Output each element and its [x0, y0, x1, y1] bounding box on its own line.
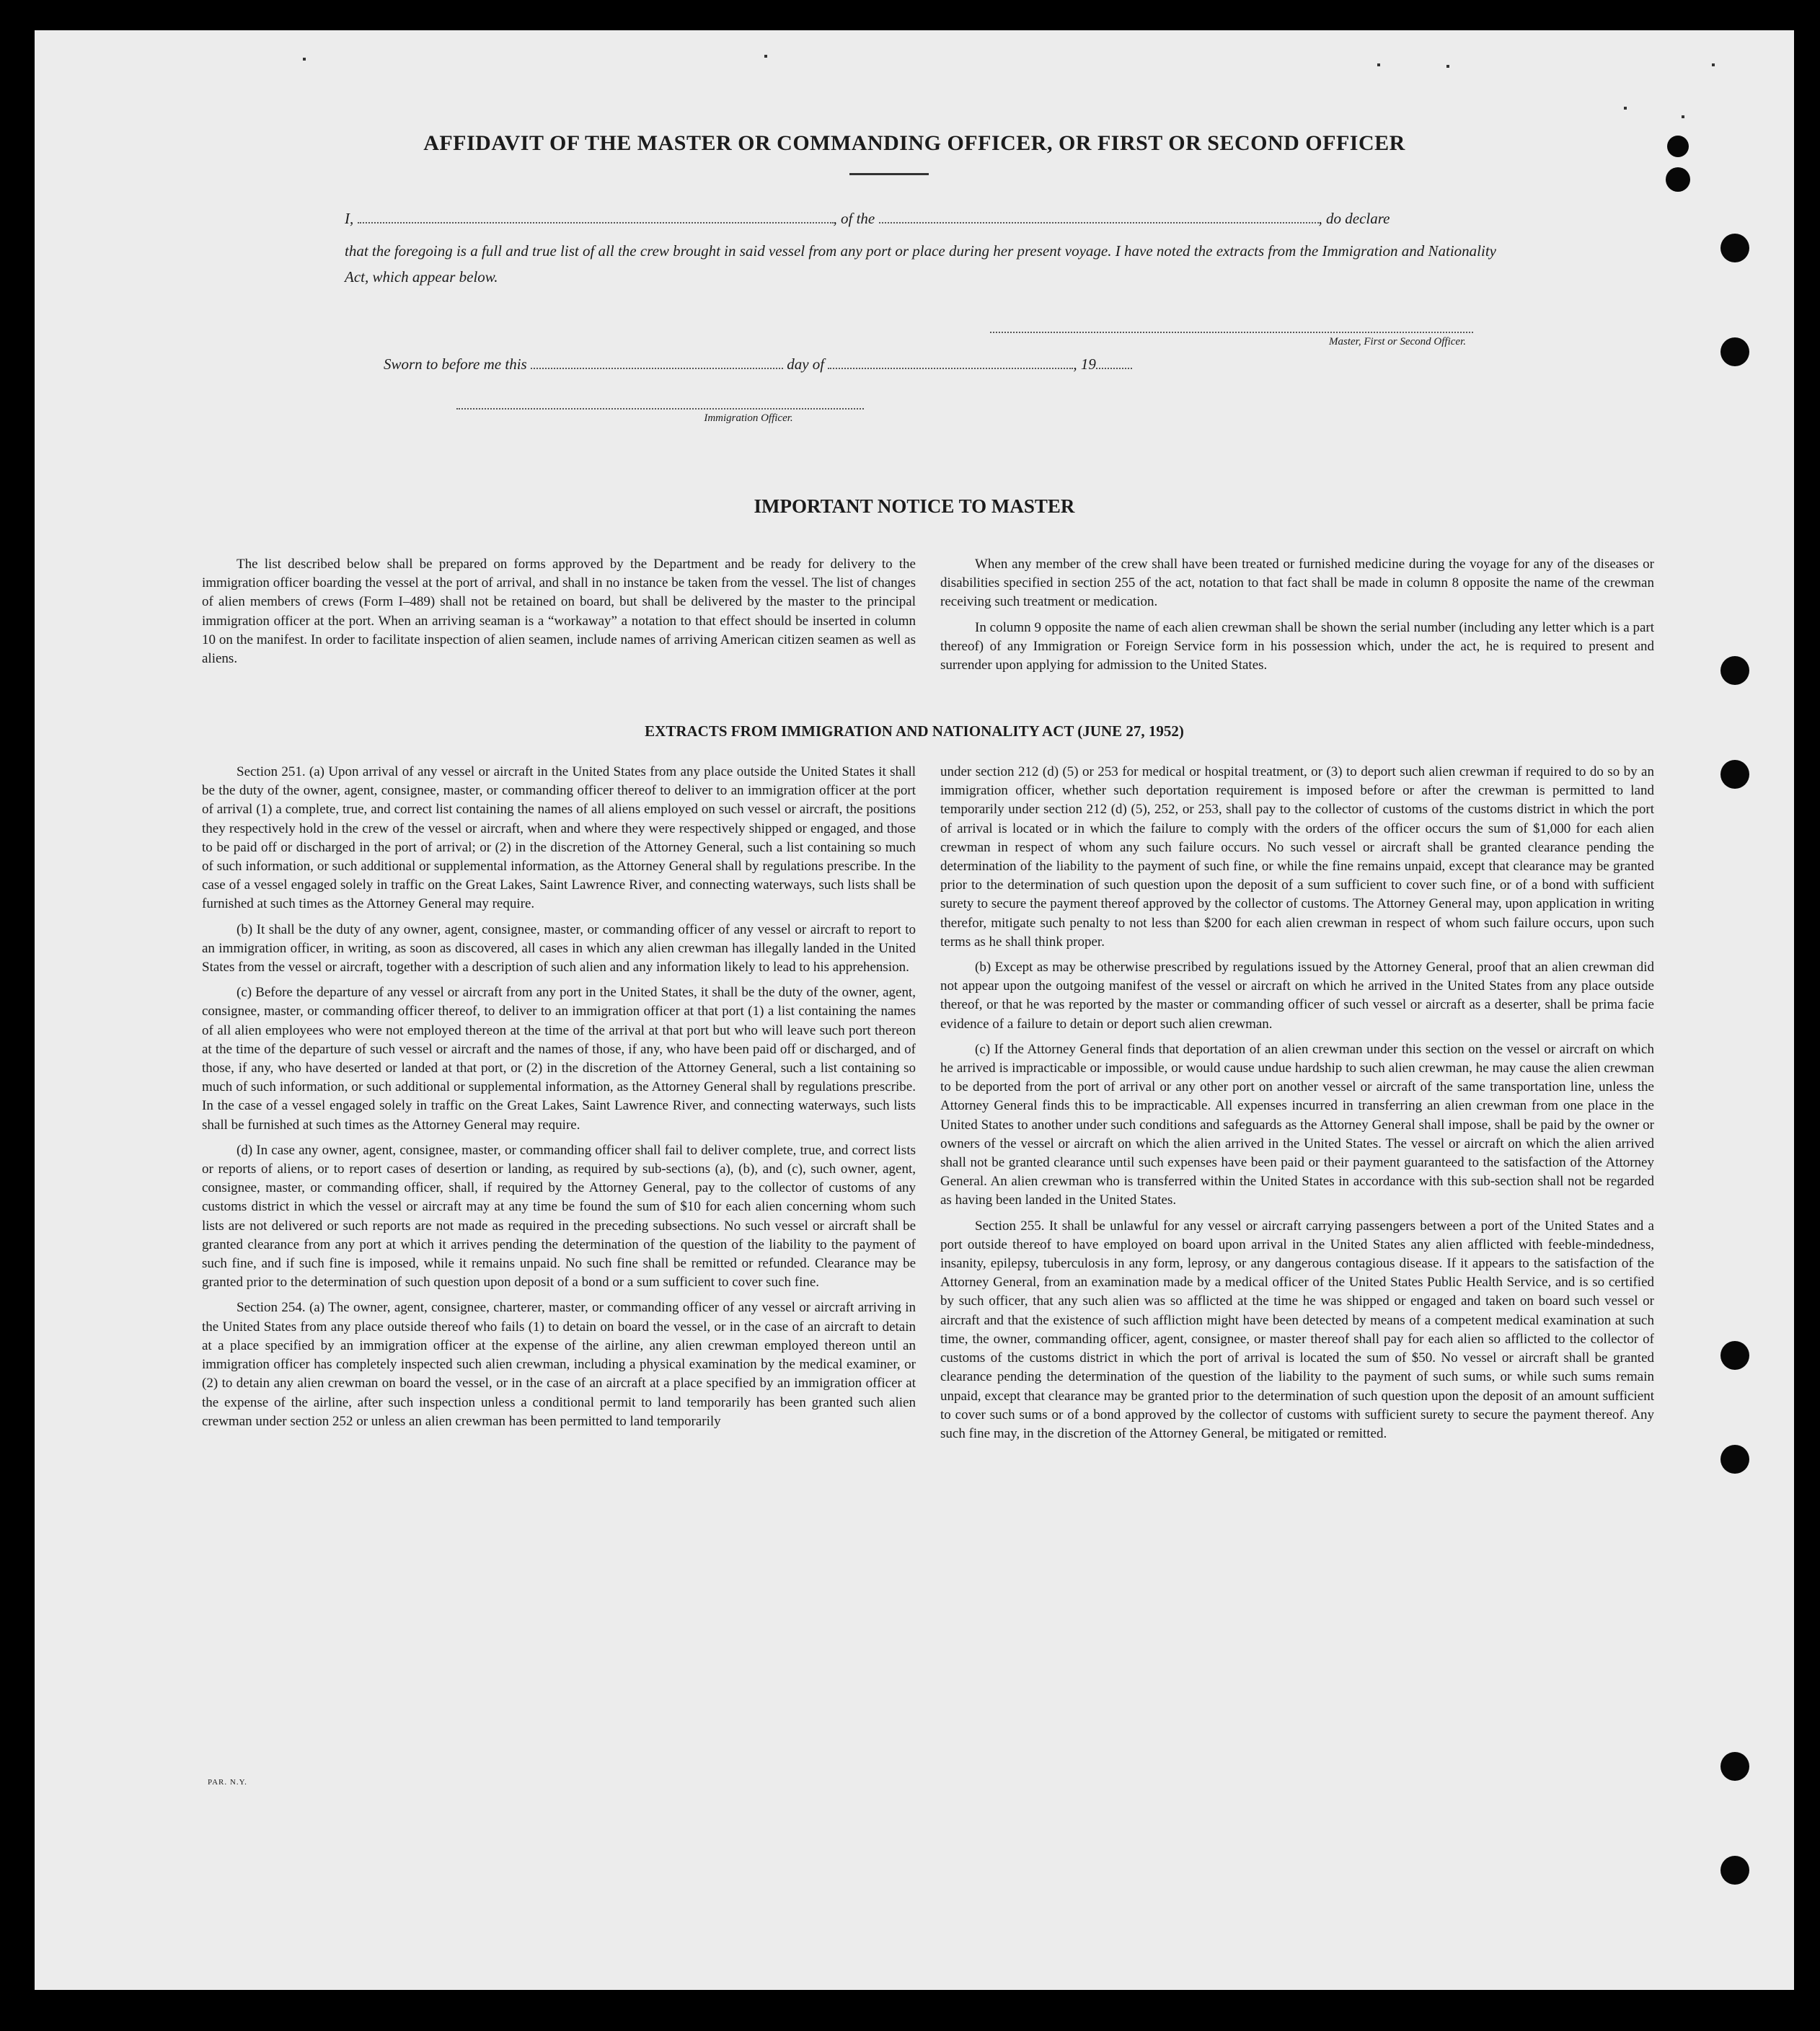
section-paragraph: (c) Before the departure of any vessel or aircraft from any port in the United States, it shall be the duty of the owner, agent, consignee, master, or commanding officer thereof, to deliver to an immigration officer at that port (1) a list containing the names of all alien employees who were not employed thereon at the time of the arrival at that port but who will leave such port thereon at the time of the departure of such vessel or aircraft and the names of those, if any, who have been paid off or discharged, and of those, if any, who have deserted or landed at that port, or (2) in the discretion of the Attorney General, such a list containing so much of such information, or such additional or supplemental information, as the Attorney General shall by regulations prescribe. In the case of a vessel engaged solely in traffic on the Great Lakes, Saint Lawrence River, and connecting waterways, such lists shall be furnished at such times as the Attorney General may require. [202, 985, 916, 1133]
section-paragraph: Section 254. (a) The owner, agent, consignee, charterer, master, or commanding officer of any vessel or aircraft arriving in the United States from any place outside thereof who fails (1) to detain on board the vessel, or in the case of an aircraft to detain at a place specified by an immigration officer at the expense of the airline, any alien crewman employed thereon until an immigration officer has completely inspected such alien crewman, including a physical examination by the medical examiner, or (2) to detain any alien crewman on board the vessel, or in the case of an aircraft at a place specified by an immigration officer at the expense of the airline, after such inspection unless a conditional permit to land temporarily has been granted such alien crewman under section 252 or unless an alien crewman has been permitted to land temporarily [202, 1300, 916, 1429]
punch-hole [1720, 656, 1749, 685]
extracts-right-column [940, 763, 1654, 1450]
section-paragraph: under section 212 (d) (5) or 253 for medical or hospital treatment, or (3) to deport such alien crewman if required to do so by an immigration officer, whether such deportation requirement is imposed before or after the crewman is permitted to land temporarily under section 212 (d) (5), 252, or 253, shall pay to the collector of customs of the customs district in which the port of arrival is located or in which the failure to comply with the orders of the officer occurs the sum of $1,000 for each alien crewman in respect of whom any such failure occurs. No such vessel or aircraft shall be granted clearance pending the determination of the liability to the payment of such fine, or while the fine remains unpaid, except that clearance may be granted prior to the determination of such question upon the deposit of a sum sufficient to cover such fine, or of a bond with sufficient surety to secure the payment thereof approved by the collector of customs. The Attorney General may, upon application in writing therefor, mitigate such penalty to not less than $200 for each alien crewman in respect of whom such failure occurs, upon such terms as he shall think proper. [940, 764, 1654, 950]
i-label: I, [345, 210, 354, 227]
sworn-label: Sworn to before me this [384, 355, 527, 373]
scan-speck [303, 58, 306, 61]
sworn-year-blank[interactable] [1096, 355, 1132, 369]
name-blank[interactable] [358, 209, 834, 224]
scan-speck [1682, 115, 1684, 118]
extracts-title: EXTRACTS FROM IMMIGRATION AND NATIONALITY ACT (JUNE 27, 1952) [645, 722, 1184, 740]
master-signature-label: Master, First or Second Officer. [1329, 336, 1466, 348]
scan-speck [1377, 63, 1380, 66]
master-signature-line[interactable] [990, 332, 1473, 333]
day-of-label: day of [787, 355, 825, 373]
declaration-statement: that the foregoing is a full and true list of all the crew brought in said vessel from any port or place during her present voyage. I have noted the extracts from the Immigration and Nationality Act, which appear below. [345, 242, 1496, 286]
punch-hole [1667, 136, 1689, 157]
printer-mark: PAR. N.Y. [208, 1778, 247, 1787]
punch-hole [1720, 1856, 1749, 1885]
scan-speck [1712, 63, 1715, 66]
punch-hole [1720, 1445, 1749, 1474]
do-declare-label: , do declare [1318, 210, 1390, 227]
scan-speck [764, 55, 767, 58]
sworn-month-blank[interactable] [828, 355, 1073, 369]
extracts-left-column [202, 763, 916, 1438]
punch-hole [1666, 167, 1690, 192]
of-the-label: , of the [833, 210, 875, 227]
section-paragraph: (b) Except as may be otherwise prescribed by regulations issued by the Attorney General, proof that an alien crewman did not appear upon the outgoing manifest of the vessel or aircraft on which he arrived in the United States from any place outside thereof, or that he was reported by the master or commanding officer of such vessel or aircraft as a deserter, shall be prima facie evidence of a failure to detain or deport such alien crewman. [940, 960, 1654, 1032]
punch-hole [1720, 760, 1749, 789]
punch-hole [1720, 1341, 1749, 1370]
year-label: , 19 [1073, 355, 1096, 373]
punch-hole [1720, 1752, 1749, 1781]
notice-paragraph: The list described below shall be prepared on forms approved by the Department and be ready for delivery to the immigration officer boarding the vessel at the port of arrival, and shall in no instance be taken from the vessel. The list of changes of alien members of crews (Form I–489) shall not be retained on board, but shall be delivered by the master to the principal immigration officer at the port. When an arriving seaman is a “workaway” a notation to that effect should be inserted in column 10 on the manifest. In order to facilitate inspection of alien seamen, include names of arriving American citizen seamen as well as aliens. [202, 557, 916, 667]
declaration-line [345, 209, 1513, 228]
affidavit-title: AFFIDAVIT OF THE MASTER OR COMMANDING OFFICER, OR FIRST OR SECOND OFFICER [423, 131, 1405, 155]
notice-right-column [940, 555, 1654, 681]
vessel-blank[interactable] [879, 209, 1319, 224]
scan-speck [1624, 107, 1627, 110]
immigration-officer-label: Immigration Officer. [704, 412, 793, 424]
title-rule [849, 173, 929, 175]
notice-left-column [202, 555, 916, 675]
section-paragraph: Section 251. (a) Upon arrival of any vessel or aircraft in the United States from any place outside the United States it shall be the duty of the owner, agent, consignee, master, or commanding officer thereof to deliver to an immigration officer at the port of arrival (1) a complete, true, and correct list containing the names of all aliens employed on such vessel or aircraft, the positions they respectively hold in the crew of the vessel or aircraft, when and where they were respectively shipped or engaged, and those to be paid off or discharged in the port of arrival; or (2) in the discretion of the Attorney General, such a list containing so much of such information, or such additional or supplemental information, as the Attorney General shall by regulations prescribe. In the case of a vessel engaged solely in traffic on the Great Lakes, Saint Lawrence River, and connecting waterways, such lists shall be furnished at such times as the Attorney General may require. [202, 764, 916, 912]
sworn-day-blank[interactable] [531, 355, 783, 369]
notice-title: IMPORTANT NOTICE TO MASTER [754, 495, 1075, 517]
notice-paragraph: When any member of the crew shall have been treated or furnished medicine during the voyage for any of the diseases or disabilities specified in section 255 of the act, notation to that fact shall be made in column 8 opposite the name of the crewman receiving such treatment or medication. [940, 557, 1654, 610]
punch-hole [1720, 234, 1749, 262]
scan-speck [1446, 65, 1449, 68]
punch-hole [1720, 337, 1749, 366]
form-page [35, 30, 1794, 1990]
section-paragraph: (b) It shall be the duty of any owner, agent, consignee, master, or commanding officer of any vessel or aircraft to report to an immigration officer, in writing, as soon as discovered, all cases in which any alien crewman has illegally landed in the United States from the vessel or aircraft, together with a description of such alien and any information likely to lead to his apprehension. [202, 921, 916, 975]
immigration-officer-signature-line[interactable] [456, 408, 864, 410]
sworn-line [384, 355, 1321, 373]
section-paragraph: (c) If the Attorney General finds that deportation of an alien crewman under this section on the vessel or aircraft on which he arrived is impracticable or impossible, or would cause undue hardship to such alien crewman, he may cause the alien crewman to be deported from the port of arrival or any other port on another vessel or aircraft of the same transportation line, unless the Attorney General finds this to be impracticable. All expenses incurred in transferring an alien crewman from one place in the United States to another under such conditions and safeguards as the Attorney General shall impose, shall be paid by the owner or owners of the vessel or aircraft on which the alien arrived in the United States. The vessel or aircraft on which the alien arrived shall not be granted clearance until such expenses have been paid or their payment guaranteed to the satisfaction of the Attorney General. An alien crewman who is transferred within the United States in accordance with this sub-section shall not be regarded as having been landed in the United States. [940, 1041, 1654, 1208]
section-paragraph: Section 255. It shall be unlawful for any vessel or aircraft carrying passengers between a port of the United States and a port outside thereof to have employed on board upon arrival in the United States any alien afflicted with feeble-mindedness, insanity, epilepsy, tuberculosis in any form, leprosy, or any dangerous contagious disease. If it appears to the satisfaction of the Attorney General, from an examination made by a medical officer of the United States Public Health Service, and is so certified by such officer, that any such alien was so afflicted at the time he was shipped or engaged and taken on board such vessel or aircraft and that the existence of such affliction might have been detected by means of a competent medical examination at such time, the owner, commanding officer, agent, consignee, or master thereof shall pay for each alien so afflicted to the collector of customs of the customs district in which the port of arrival is located the sum of $50. No vessel or aircraft shall be granted clearance pending the determination of the question of the liability to the payment of such sums, or while such sums remain unpaid, except that clearance may be granted prior to the determination of such question upon the deposit of an amount sufficient to cover such sums or of a bond approved by the collector of customs with sufficient surety to secure the payment thereof. Any such fine may, in the discretion of the Attorney General, be mitigated or remitted. [940, 1218, 1654, 1441]
section-paragraph: (d) In case any owner, agent, consignee, master, or commanding officer shall fail to deliver complete, true, and correct lists or reports of aliens, or to report cases of desertion or landing, as required by sub-sections (a), (b), and (c), such owner, agent, consignee, master, or commanding officer, shall, if required by the Attorney General, pay to the collector of customs of any customs district in which the vessel or aircraft may at any time be found the sum of $10 for each alien concerning whom such lists are not delivered or such reports are not made as required in the preceding subsections. No such vessel or aircraft shall be granted clearance from any port at which it arrives pending the determination of the question of the liability to the payment of such fine, and if such fine is imposed, while it remains unpaid. No such fine shall be remitted or refunded. Clearance may be granted prior to the determination of such question upon deposit of a bond or a sum sufficient to cover such fine. [202, 1142, 916, 1291]
notice-paragraph: In column 9 opposite the name of each alien crewman shall be shown the serial number (including any letter which is a part thereof) of any Immigration or Foreign Service form in his possession which, under the act, he is required to present and surrender upon applying for admission to the United States. [940, 619, 1654, 673]
